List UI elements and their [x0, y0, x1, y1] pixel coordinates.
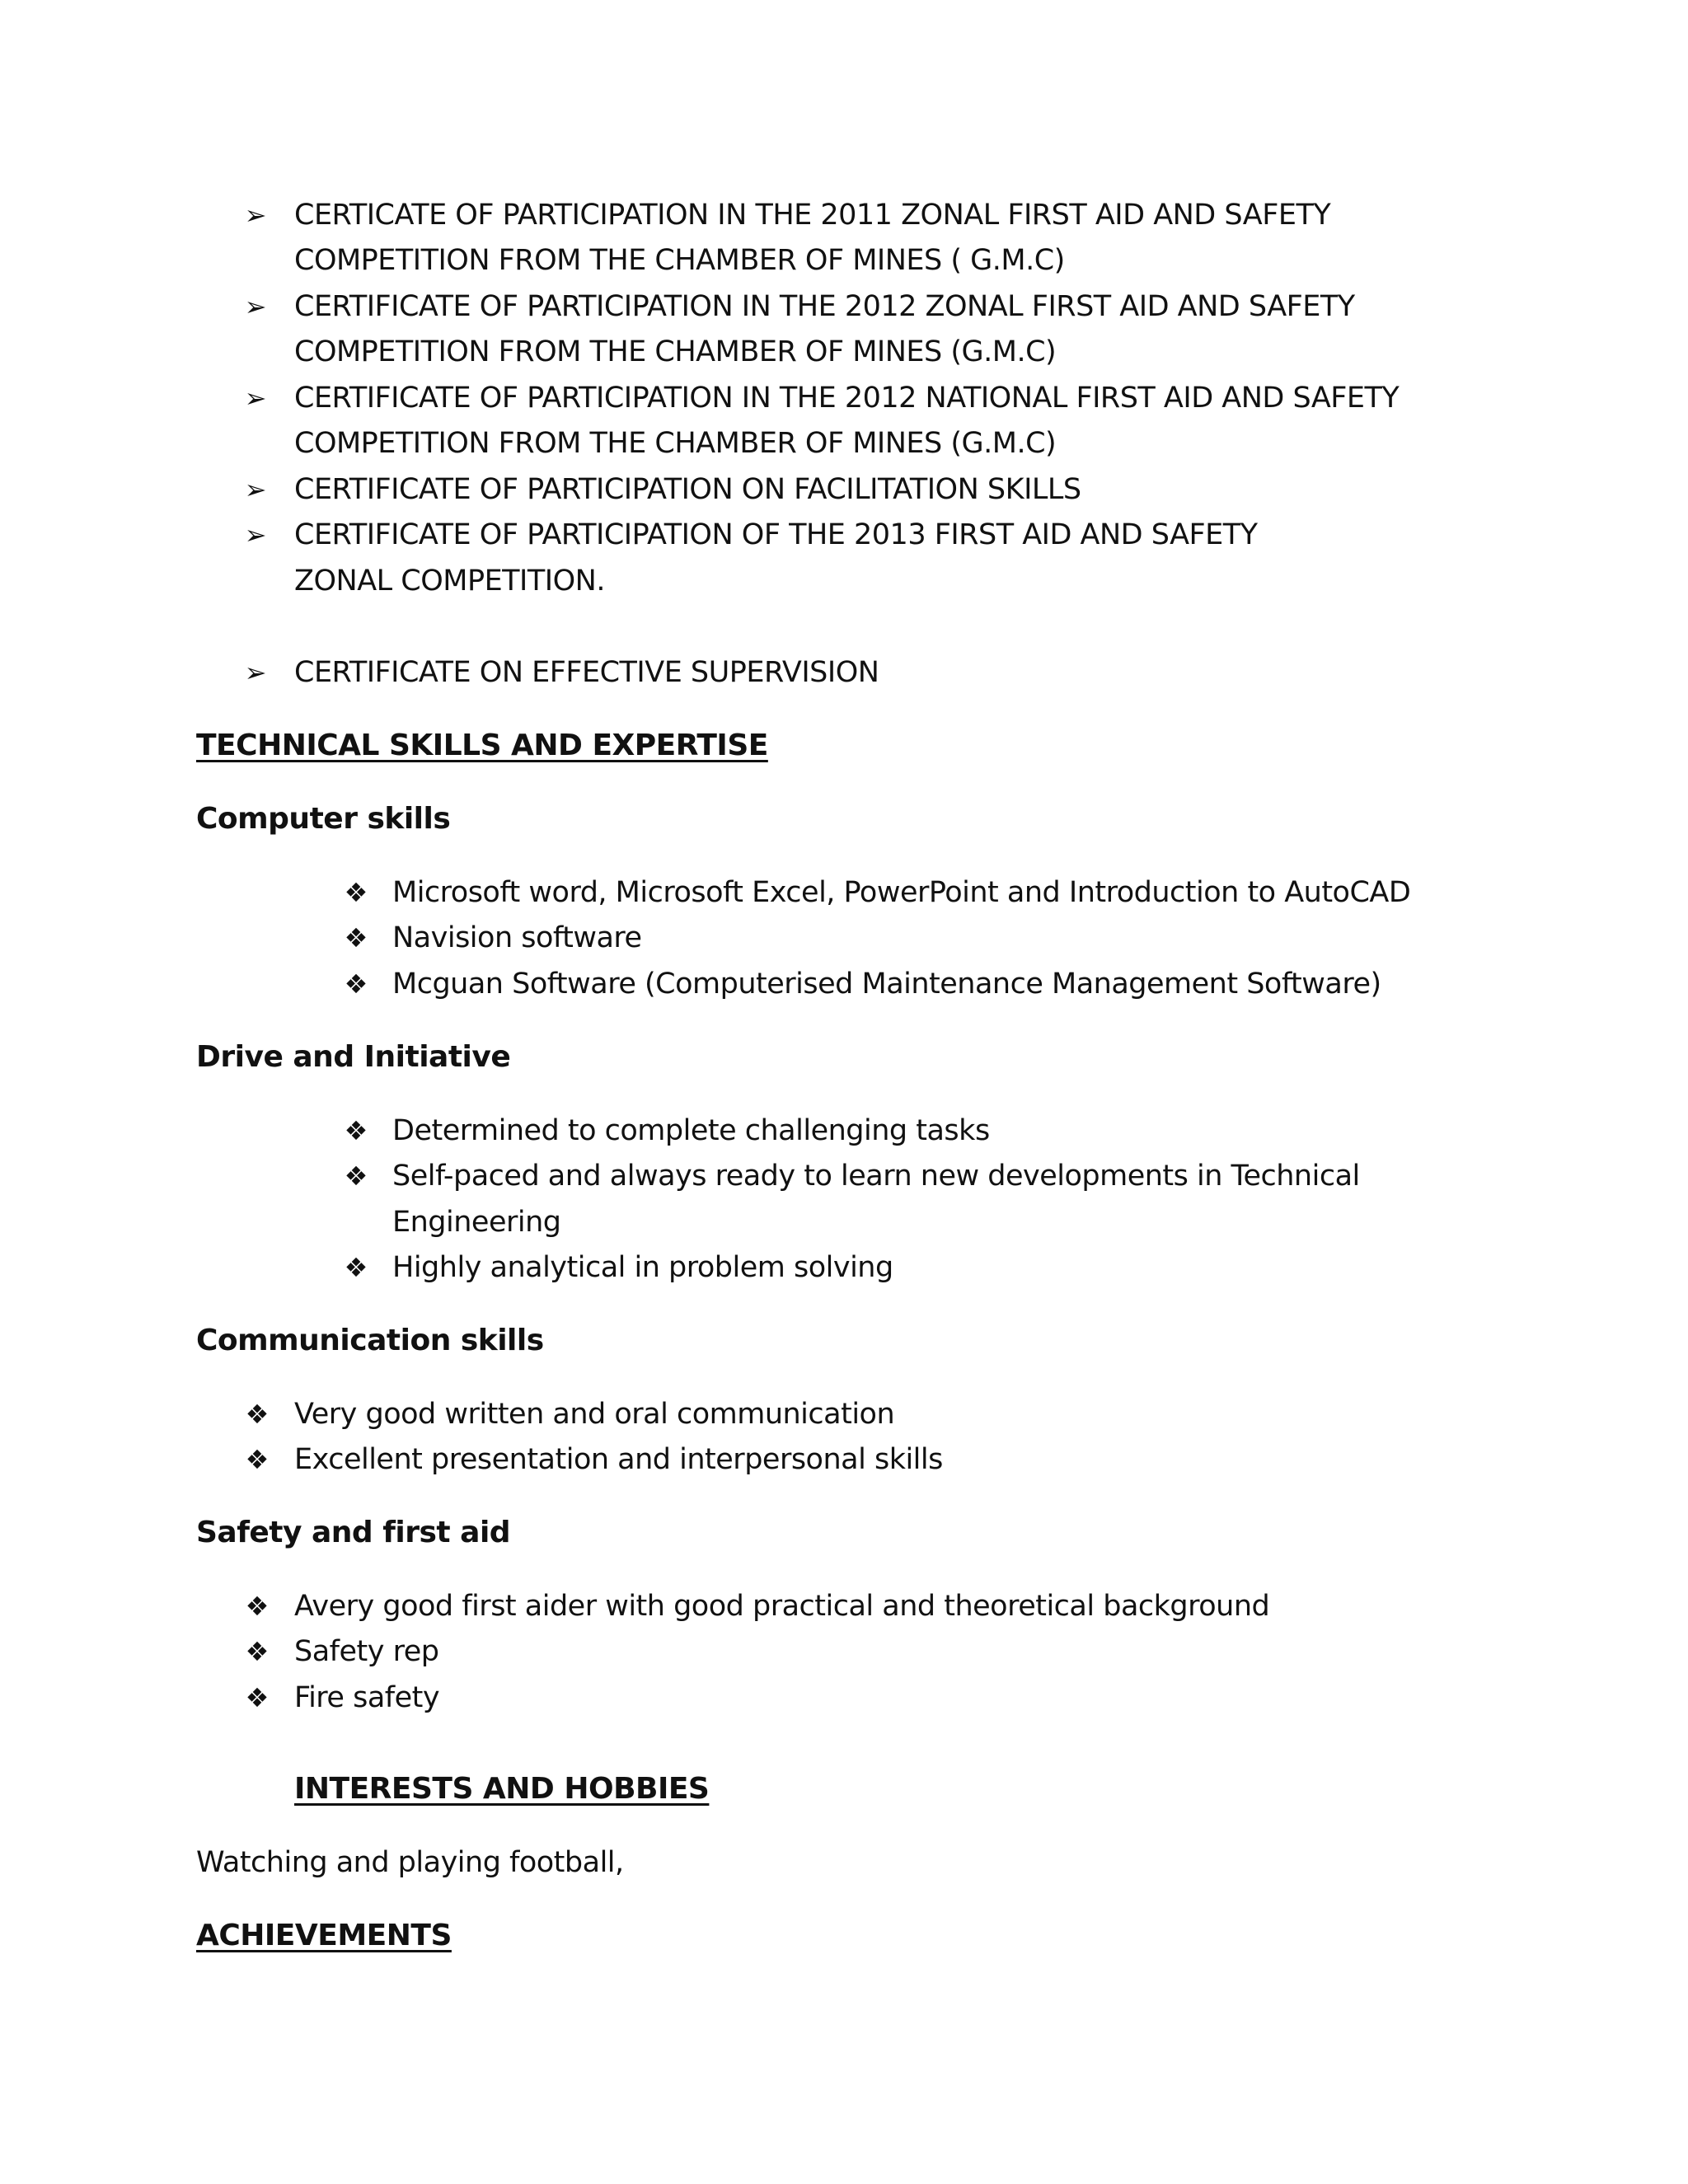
diamond-bullet-icon: ❖ — [245, 1636, 270, 1667]
technical-skills-heading: TECHNICAL SKILLS AND EXPERTISE — [196, 729, 768, 762]
skill-line: Microsoft word, Microsoft Excel, PowerPoint and Introduction to AutoCAD — [392, 876, 1411, 909]
computer-skills-title: Computer skills — [196, 802, 451, 836]
skill-line: Excellent presentation and interpersonal skills — [294, 1443, 943, 1476]
certificate-line: CERTICATE OF PARTICIPATION IN THE 2011 ZONAL FIRST AID AND SAFETY — [294, 199, 1331, 232]
certificate-line: COMPETITION FROM THE CHAMBER OF MINES (G.M.C) — [294, 335, 1057, 368]
certificate-line: COMPETITION FROM THE CHAMBER OF MINES ( G.M.C) — [294, 244, 1065, 277]
certificate-line: CERTIFICATE OF PARTICIPATION ON FACILITATION SKILLS — [294, 473, 1081, 506]
diamond-bullet-icon: ❖ — [344, 1160, 368, 1192]
skill-line: Mcguan Software (Computerised Maintenance Management Software) — [392, 968, 1381, 1001]
arrow-bullet-icon: ➢ — [244, 657, 267, 688]
skill-line: Safety rep — [294, 1635, 439, 1668]
skill-line: Fire safety — [294, 1681, 440, 1714]
certificate-line: CERTIFICATE OF PARTICIPATION IN THE 2012 ZONAL FIRST AID AND SAFETY — [294, 290, 1355, 323]
skill-line: Engineering — [392, 1206, 561, 1239]
communication-skills-title: Communication skills — [196, 1324, 544, 1357]
interests-heading: INTERESTS AND HOBBIES — [294, 1772, 710, 1806]
skill-line: Self-paced and always ready to learn new developments in Technical — [392, 1160, 1360, 1193]
drive-initiative-title: Drive and Initiative — [196, 1040, 511, 1074]
interests-text: Watching and playing football, — [196, 1846, 624, 1879]
skill-line: Determined to complete challenging tasks — [392, 1114, 990, 1147]
diamond-bullet-icon: ❖ — [245, 1591, 270, 1622]
certificate-line: ZONAL COMPETITION. — [294, 565, 605, 598]
arrow-bullet-icon: ➢ — [244, 382, 267, 414]
arrow-bullet-icon: ➢ — [244, 291, 267, 322]
diamond-bullet-icon: ❖ — [344, 1115, 368, 1146]
arrow-bullet-icon: ➢ — [244, 199, 267, 231]
certificate-line: CERTIFICATE ON EFFECTIVE SUPERVISION — [294, 656, 879, 689]
achievements-heading: ACHIEVEMENTS — [196, 1919, 452, 1952]
diamond-bullet-icon: ❖ — [344, 1252, 368, 1283]
diamond-bullet-icon: ❖ — [245, 1444, 270, 1475]
diamond-bullet-icon: ❖ — [344, 877, 368, 908]
safety-first-aid-title: Safety and first aid — [196, 1516, 511, 1549]
diamond-bullet-icon: ❖ — [344, 922, 368, 954]
diamond-bullet-icon: ❖ — [245, 1682, 270, 1713]
skill-line: Very good written and oral communication — [294, 1398, 895, 1431]
diamond-bullet-icon: ❖ — [344, 968, 368, 1000]
arrow-bullet-icon: ➢ — [244, 474, 267, 505]
skill-line: Avery good first aider with good practical and theoretical background — [294, 1590, 1270, 1623]
diamond-bullet-icon: ❖ — [245, 1399, 270, 1430]
arrow-bullet-icon: ➢ — [244, 519, 267, 551]
certificate-line: CERTIFICATE OF PARTICIPATION OF THE 2013 FIRST AID AND SAFETY — [294, 518, 1258, 551]
skill-line: Highly analytical in problem solving — [392, 1251, 893, 1284]
skill-line: Navision software — [392, 921, 642, 954]
certificate-line: COMPETITION FROM THE CHAMBER OF MINES (G.M.C) — [294, 427, 1057, 460]
certificate-line: CERTIFICATE OF PARTICIPATION IN THE 2012 NATIONAL FIRST AID AND SAFETY — [294, 382, 1400, 415]
